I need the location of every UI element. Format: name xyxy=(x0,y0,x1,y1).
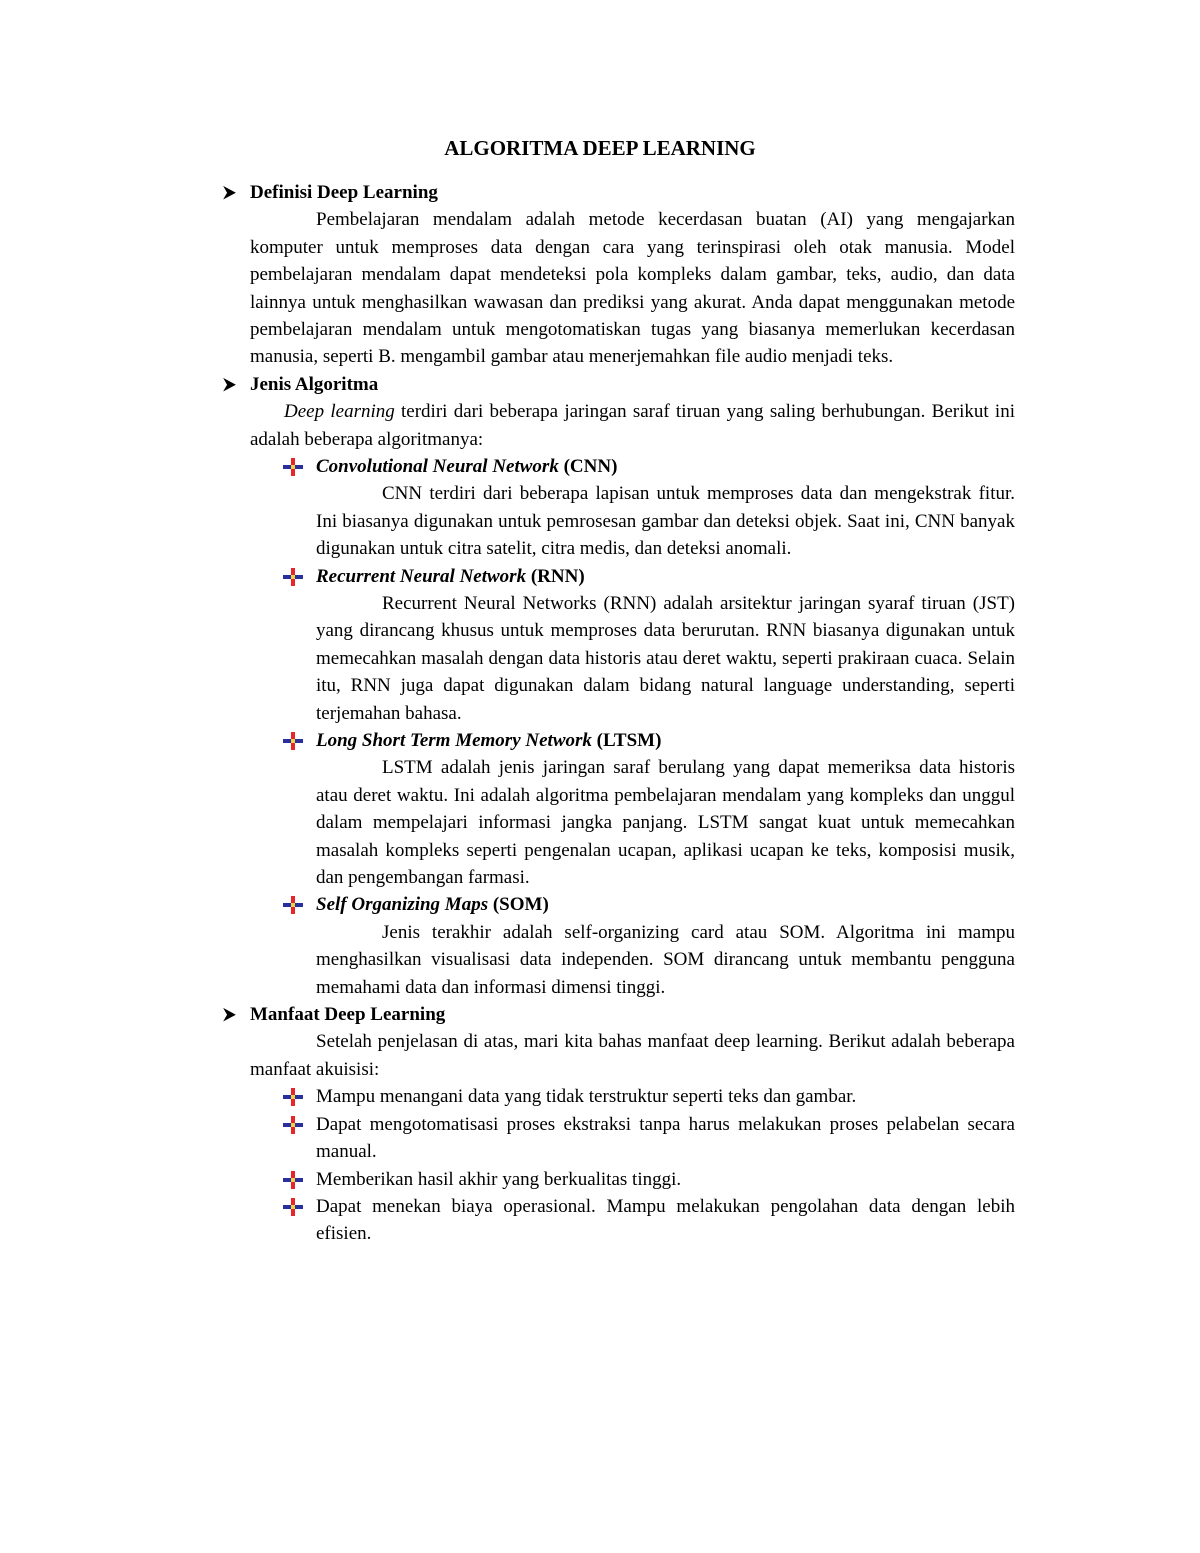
pin-bullet-icon xyxy=(282,567,304,587)
section-heading-manfaat xyxy=(250,1001,1015,1028)
algorithm-name: Long Short Term Memory Network xyxy=(316,730,592,752)
benefit-text: Dapat menekan biaya operasional. Mampu melakukan pengolahan data dengan lebih efisien. xyxy=(316,1195,1015,1245)
algorithm-description-lstm: LSTM adalah jenis jaringan saraf berulang yang dapat memeriksa data historis atau deret waktu. Ini adalah algoritma pembelajaran mendalam yang kompleks dan unggul dalam mempelajari informasi jangka panjang. LSTM sangat kuat untuk memecahkan masalah kompleks seperti pengenalan ucapan, aplikasi ucapan ke teks, komposisi musik, dan pengembangan farmasi. xyxy=(316,757,1015,889)
section-heading-text: Manfaat Deep Learning xyxy=(250,1004,446,1026)
benefit-text: Mampu menangani data yang tidak terstruktur seperti teks dan gambar. xyxy=(316,1086,857,1108)
algorithm-name: Self Organizing Maps xyxy=(316,894,489,916)
algorithm-heading-lstm xyxy=(316,727,1015,754)
jenis-intro-paragraph xyxy=(250,398,1015,453)
document-title: ALGORITMA DEEP LEARNING xyxy=(444,136,756,160)
pin-bullet-icon xyxy=(282,1197,304,1217)
section-heading-text: Definisi Deep Learning xyxy=(250,182,438,203)
definisi-paragraph: Pembelajaran mendalam adalah metode kecerdasan buatan (AI) yang mengajarkan komputer untuk memproses data dengan cara yang terinspirasi oleh otak manusia. Model pembelajaran mendalam dapat mendeteksi pola kompleks dalam gambar, teks, audio, dan data lainnya untuk menghasilkan wawasan dan prediksi yang akurat. Anda dapat menggunakan metode pembelajaran mendalam untuk mengotomatiskan tugas yang biasanya memerlukan kecerdasan manusia, seperti B. mengambil gambar atau menerjemahkan file audio menjadi teks. xyxy=(250,209,1015,368)
list-item xyxy=(316,1083,1015,1110)
pin-bullet-icon xyxy=(282,895,304,915)
algorithm-abbr: (RNN) xyxy=(526,565,585,587)
algorithm-abbr: (CNN) xyxy=(558,456,618,478)
pin-bullet-icon xyxy=(282,457,304,477)
list-item xyxy=(316,1166,1015,1193)
algorithm-name: Convolutional Neural Network xyxy=(316,456,559,478)
jenis-intro-italic: Deep learning xyxy=(284,401,395,423)
algorithm-abbr: (SOM) xyxy=(488,894,549,916)
section-heading-jenis xyxy=(250,371,1015,398)
arrow-bullet-icon xyxy=(220,1001,240,1028)
pin-bullet-icon xyxy=(282,1170,304,1190)
section-heading-text: Jenis Algoritma xyxy=(250,373,379,395)
jenis-intro-text: terdiri dari beberapa jaringan saraf tiruan yang saling berhubungan. Berikut ini adalah beberapa algoritmanya: xyxy=(250,401,1015,450)
section-heading-definisi xyxy=(250,179,1015,206)
pin-bullet-icon xyxy=(282,731,304,751)
list-item xyxy=(316,1193,1015,1248)
pin-bullet-icon xyxy=(282,1087,304,1107)
algorithm-heading-cnn xyxy=(316,453,1015,480)
algorithm-description-rnn: Recurrent Neural Networks (RNN) adalah arsitektur jaringan syaraf tiruan (JST) yang dirancang khusus untuk memproses data berurutan. RNN biasanya digunakan untuk memecahkan masalah dengan data historis atau deret waktu, seperti prakiraan cuaca. Selain itu, RNN juga dapat digunakan dalam bidang natural language understanding, seperti terjemahan bahasa. xyxy=(316,593,1015,724)
benefit-text: Memberikan hasil akhir yang berkualitas tinggi. xyxy=(316,1168,682,1190)
document-content xyxy=(250,179,1015,1248)
algorithm-abbr: (LTSM) xyxy=(591,730,662,752)
algorithm-description-cnn: CNN terdiri dari beberapa lapisan untuk memproses data dan mengekstrak fitur. Ini biasanya digunakan untuk pemrosesan gambar dan deteksi objek. Saat ini, CNN banyak digunakan untuk citra satelit, citra medis, dan deteksi anomali. xyxy=(316,483,1015,560)
algorithm-heading-rnn xyxy=(316,563,1015,590)
algorithm-list xyxy=(316,453,1015,1001)
pin-bullet-icon xyxy=(282,1115,304,1135)
benefit-list xyxy=(316,1083,1015,1247)
manfaat-intro-paragraph: Setelah penjelasan di atas, mari kita bahas manfaat deep learning. Berikut adalah beberapa manfaat akuisisi: xyxy=(250,1031,1015,1080)
algorithm-heading-som xyxy=(316,891,1015,918)
algorithm-name: Recurrent Neural Network xyxy=(316,565,527,587)
algorithm-description-som: Jenis terakhir adalah self-organizing card atau SOM. Algoritma ini mampu menghasilkan visualisasi data independen. SOM dirancang untuk membantu pengguna memahami data dan informasi dimensi tinggi. xyxy=(316,921,1015,998)
list-item xyxy=(316,1111,1015,1166)
benefit-text: Dapat mengotomatisasi proses ekstraksi tanpa harus melakukan proses pelabelan secara manual. xyxy=(316,1113,1015,1163)
arrow-bullet-icon xyxy=(220,179,240,206)
arrow-bullet-icon xyxy=(220,371,240,398)
